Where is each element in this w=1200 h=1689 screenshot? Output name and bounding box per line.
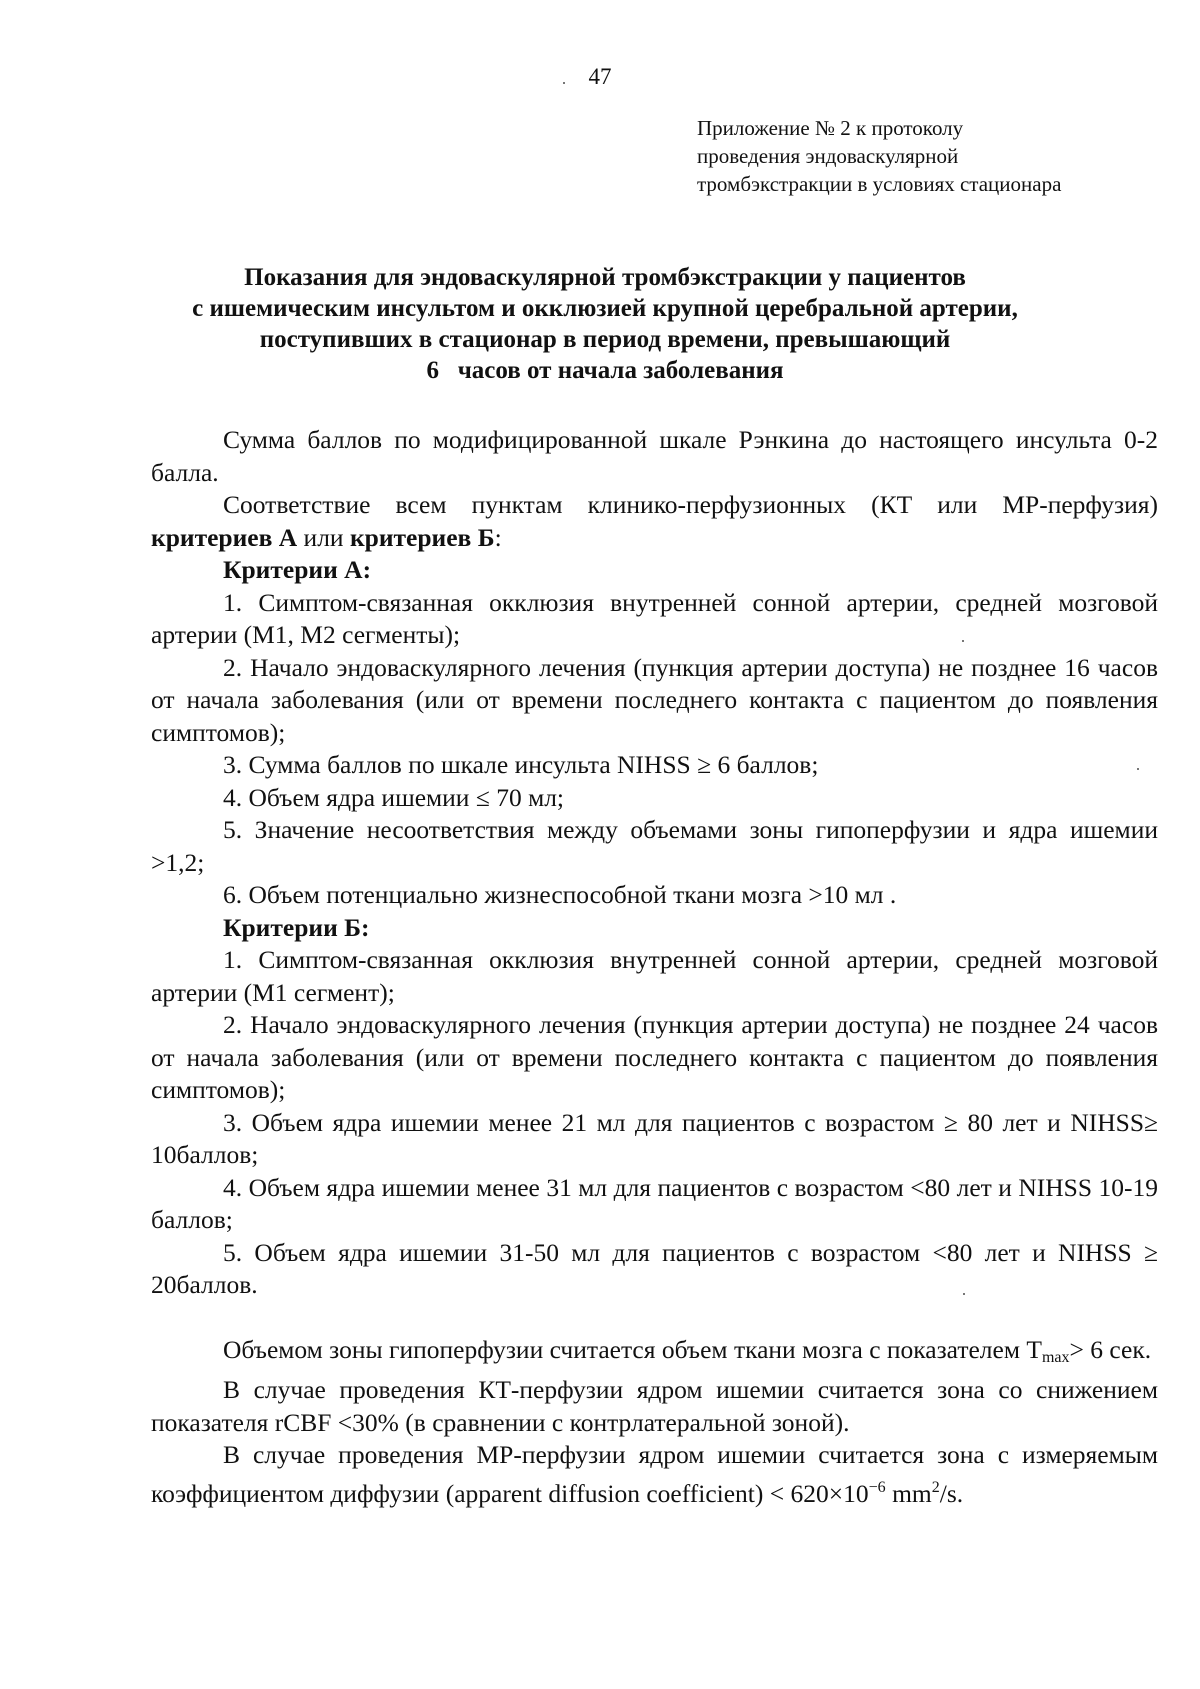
intro-text: Соответствие всем пунктам клинико-перфузионных (КТ или МР-перфузия): [223, 490, 1158, 519]
title-line: 6 часов от начала заболевания: [426, 357, 784, 384]
criteria-b-item: 2. Начало эндоваскулярного лечения (пункция артерии доступа) не позднее 24 часов от начала заболевания (или от времени последнего контакта с пациентом до появления симптомов);: [151, 1010, 1158, 1104]
note-text: mm: [885, 1478, 932, 1508]
page-number: 47: [588, 64, 612, 89]
criteria-b-item: 1. Симптом-связанная окклюзия внутренней сонной артерии, средней мозговой артерии (М1 сегмент);: [151, 945, 1158, 1007]
criteria-a-heading: Критерии А:: [223, 555, 372, 584]
exponent: −6: [868, 1478, 886, 1496]
criteria-b-item: 4. Объем ядра ишемии менее 31 мл для пациентов с возрастом <80 лет и NIHSS 10-19 баллов;: [151, 1172, 1158, 1234]
appendix-note: [697, 114, 1061, 198]
mr-perfusion-note: [151, 1439, 1158, 1510]
intro-text: или: [297, 522, 350, 552]
scan-speck: [1137, 768, 1139, 770]
criteria-a-item: 2. Начало эндоваскулярного лечения (пункция артерии доступа) не позднее 16 часов от начала заболевания (или от времени последнего контакта с пациентом до появления симптомов);: [151, 652, 1158, 747]
rankin-paragraph: Сумма баллов по модифицированной шкале Рэнкина до настоящего инсульта 0-2 балла.: [151, 425, 1158, 487]
scan-speck: [963, 1293, 965, 1295]
criteria-a-item: 5. Значение несоответствия между объемами зоны гипоперфузии и ядра ишемии >1,2;: [151, 815, 1158, 877]
criteria-a-item: 4. Объем ядра ишемии ≤ 70 мл;: [223, 782, 565, 812]
criteria-a-item: 1. Симптом-связанная окклюзия внутренней сонной артерии, средней мозговой артерии (М1, М2 сегменты);: [151, 587, 1158, 649]
criteria-intro-paragraph: [151, 489, 1158, 554]
document-title: [120, 262, 1090, 386]
scan-speck: [563, 82, 565, 84]
appendix-line: тромбэкстракции в условиях стационара: [697, 172, 1062, 196]
criteria-b-item: 3. Объем ядра ишемии менее 21 мл для пациентов с возрастом ≥ 80 лет и NIHSS≥ 10баллов;: [151, 1107, 1158, 1169]
criteria-b-ref: критериев Б: [349, 522, 495, 552]
criteria-a-item: 6. Объем потенциально жизнеспособной ткани мозга >10 мл .: [223, 880, 897, 909]
exponent: 2: [931, 1478, 940, 1496]
criteria-a-item: 3. Сумма баллов по шкале инсульта NIHSS ≥ 6 баллов;: [223, 750, 819, 779]
intro-text: :: [494, 522, 502, 552]
note-text: В случае проведения МР-перфузии ядром ишемии считается зона с измеряемым коэффициентом диффузии (apparent diffusion coefficient) < 620×10: [151, 1440, 1158, 1508]
document-body: [151, 424, 1158, 1510]
appendix-line: проведения эндоваскулярной: [697, 144, 959, 168]
scan-speck: [962, 640, 964, 642]
note-text: > 6 сек.: [1069, 1334, 1152, 1364]
note-text: /s.: [939, 1478, 964, 1508]
hypoperfusion-note: [151, 1334, 1158, 1375]
criteria-a-ref: критериев А: [151, 522, 298, 552]
criteria-b-heading: Критерии Б:: [223, 912, 370, 942]
criteria-b-item: 5. Объем ядра ишемии 31-50 мл для пациентов с возрастом <80 лет и NIHSS ≥ 20баллов.: [151, 1237, 1158, 1299]
title-line: с ишемическим инсультом и окклюзией крупной церебральной артерии,: [192, 295, 1018, 322]
ct-perfusion-note: В случае проведения КТ-перфузии ядром ишемии считается зона со снижением показателя rCBF <30% (в сравнении с контрлатеральной зоной).: [151, 1375, 1158, 1437]
title-line: Показания для эндоваскулярной тромбэкстракции у пациентов: [244, 264, 966, 291]
appendix-line: Приложение № 2 к протоколу: [697, 116, 964, 140]
spacer: [151, 1302, 1158, 1334]
tmax-subscript: max: [1041, 1348, 1070, 1366]
note-text: Объемом зоны гипоперфузии считается объем ткани мозга с показателем T: [223, 1334, 1042, 1364]
title-line: поступивших в стационар в период времени, превышающий: [259, 326, 951, 353]
